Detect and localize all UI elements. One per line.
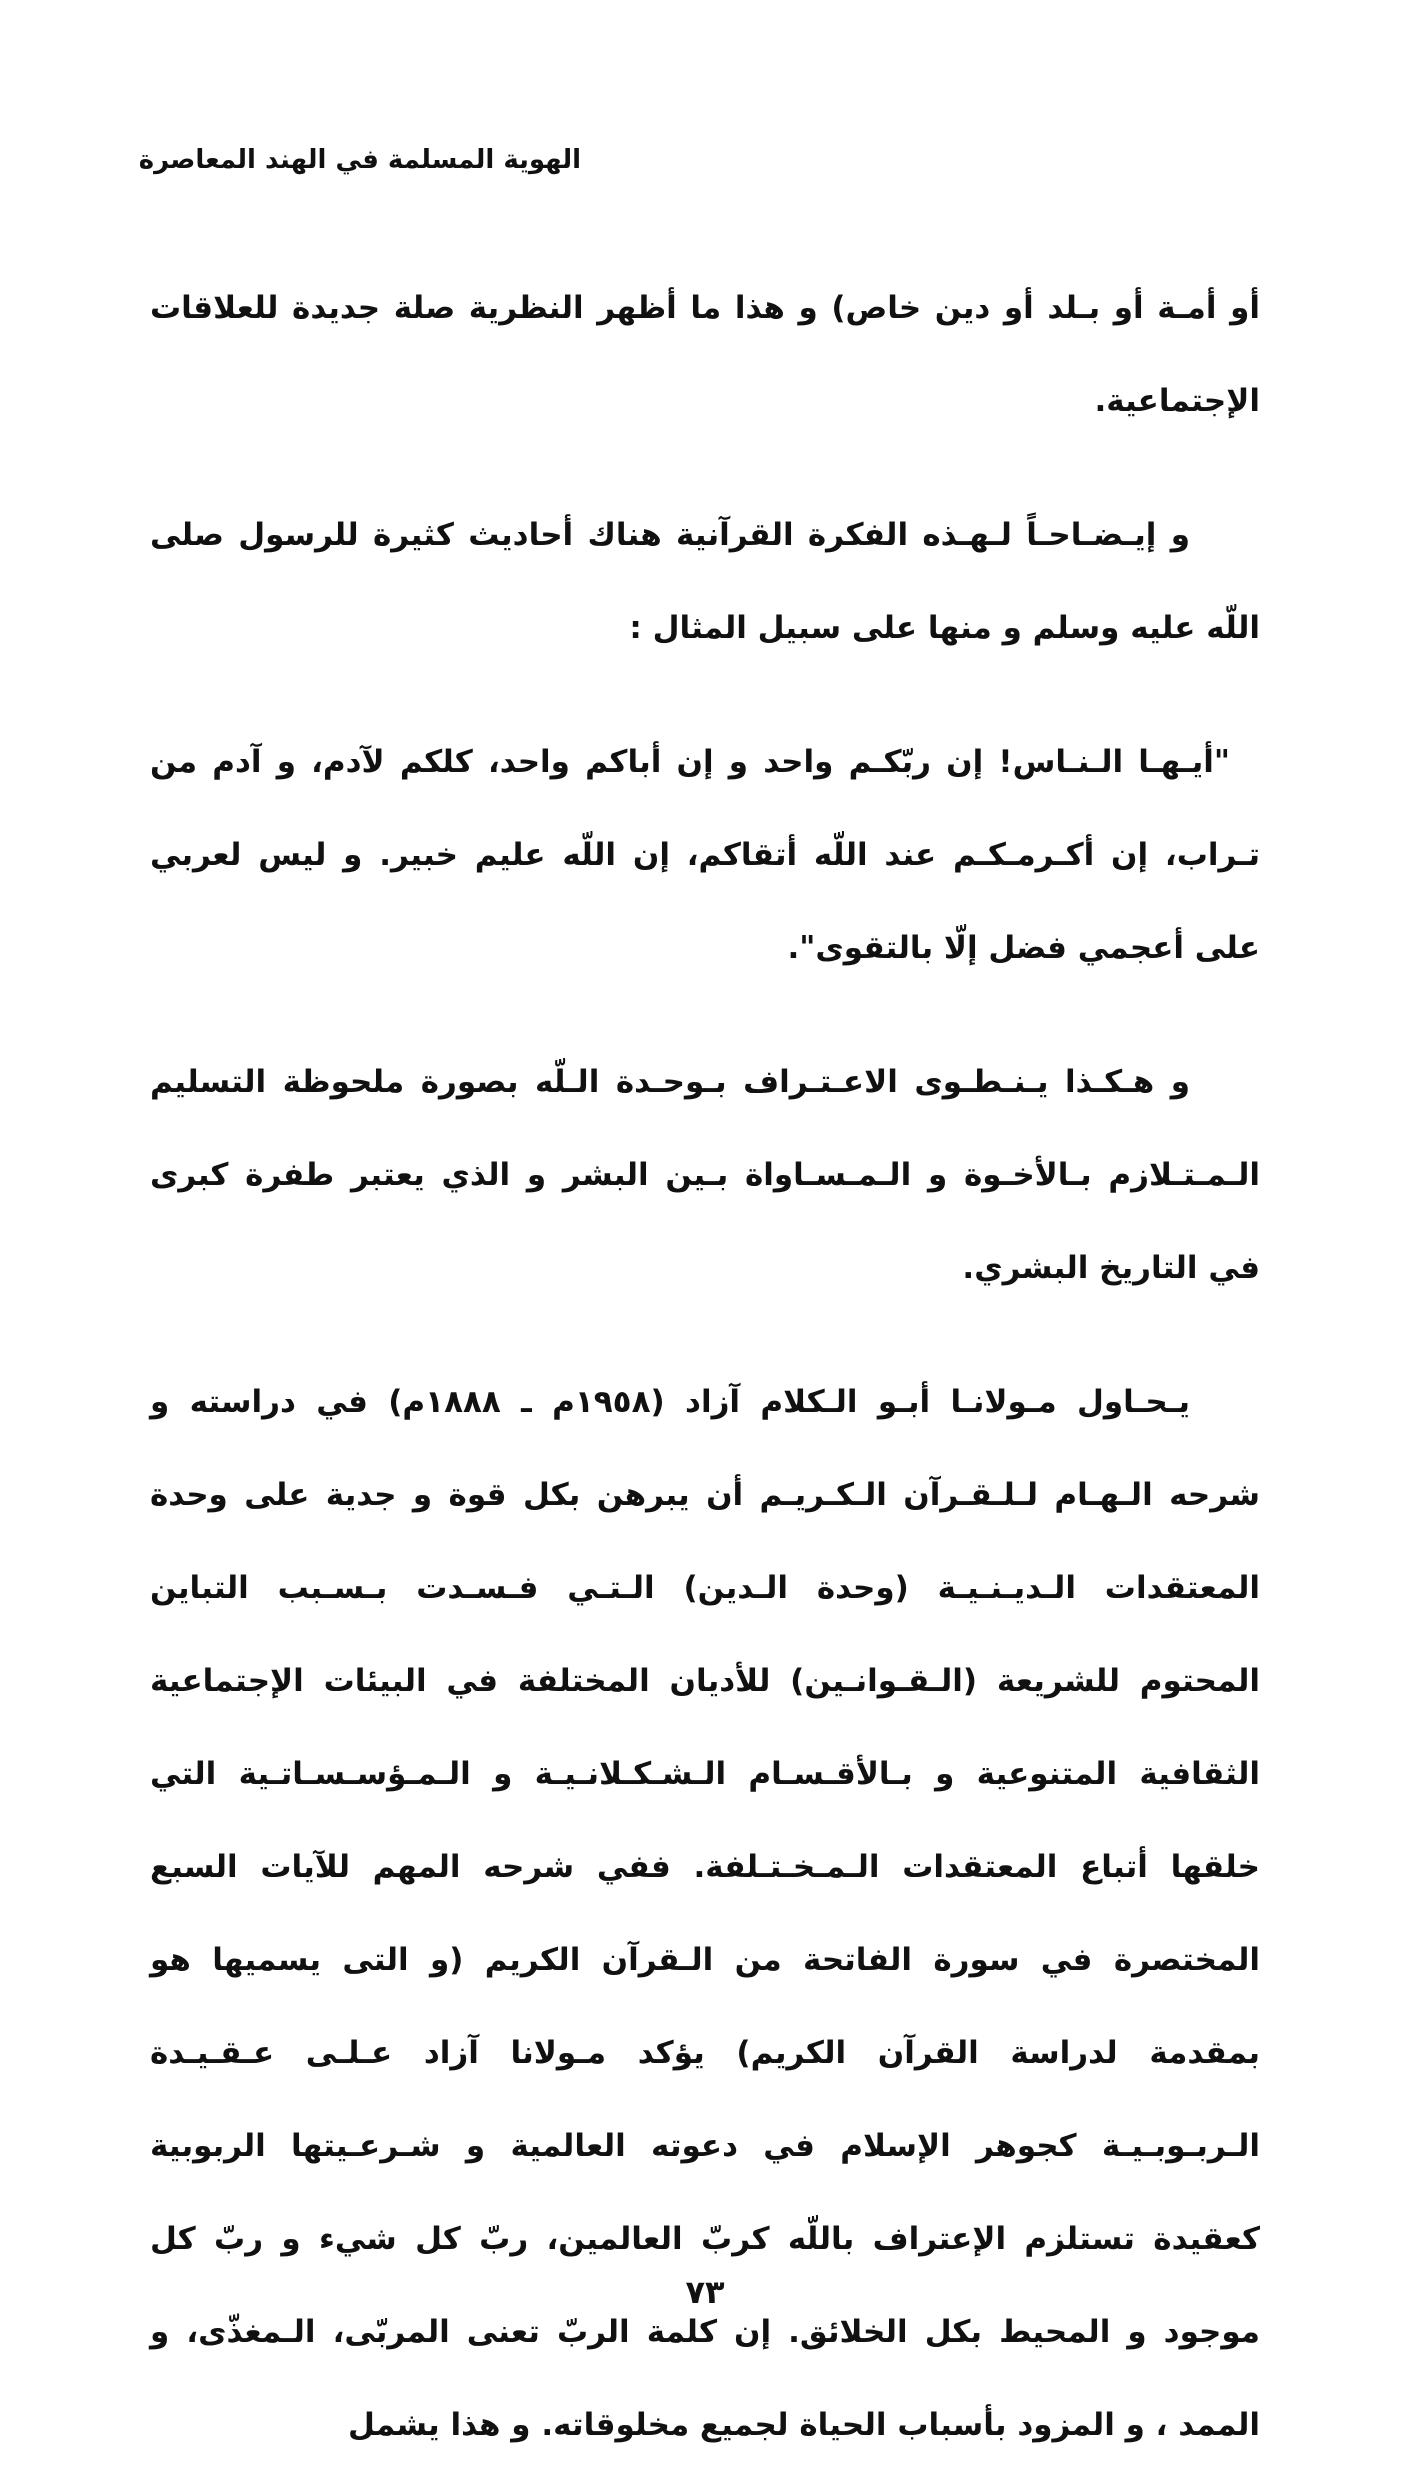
paragraph: أو أمـة أو بـلد أو دين خاص) و هذا ما أظهر النظرية صلة جديدة للعلاقات الإجتماعية. — [150, 290, 1260, 419]
body-text — [150, 262, 1260, 2472]
paragraph: و هـكـذا يـنـطـوى الاعـتـراف بـوحـدة الـلّه بصورة ملحوظة التسليم الـمـتـلازم بـالأخـوة و الـمـسـاواة بـين البشر و الذي يعتبر طفرة كبرى في التاريخ البشري. — [150, 1064, 1260, 1286]
running-header: الهوية المسلمة في الهند المعاصرة — [138, 145, 581, 175]
hadith-quote: "أيـهـا الـنـاس! إن ربّكـم واحد و إن أباكم واحد، كلكم لآدم، و آدم من تـراب، إن أكـرمـكـم عند اللّه أتقاكم، إن اللّه عليم خبير. و ليس لعربي على أعجمي فضل إلّا بالتقوى". — [150, 744, 1260, 966]
page-number: ٧٣ — [685, 2273, 725, 2311]
paragraph: يـحـاول مـولانـا أبـو الـكلام آزاد (١٩٥٨م ـ ١٨٨٨م) في دراسته و شرحه الـهـام لـلـقـرآن الـكـريـم أن يبرهن بكل قوة و جدية على وحدة المعتقدات الـديـنـيـة (وحدة الـدين) الـتـي فـسـدت بـسـبب التباين المحتوم للشريعة (الـقـوانـين) للأديان المختلفة في البيئات الإجتماعية الثقافية المتنوعية و بـالأقـسـام الـشـكـلانـيـة و الـمـؤسـسـاتـية التي خلقها أتباع المعتقدات الـمـخـتـلفة. ففي شرحه المهم للآيات السبع المختصرة في سورة الفاتحة من الـقرآن الكريم (و التى يسميها هو بمقدمة لدراسة القرآن الكريم) يؤكد مـولانا آزاد عـلـى عـقـيـدة الـربـوبـيـة كجوهر الإسلام في دعوته العالمية و شـرعـيتها الربوبية كعقيدة تستلزم الإعتراف باللّه كربّ العالمين، ربّ كل شيء و ربّ كل موجود و المحيط بكل الخلائق. إن كلمة الربّ تعنى المربّى، الـمغذّى، و الممد ، و المزود بأسباب الحياة لجميع مخلوقاته. و هذا يشمل — [150, 1384, 1260, 2443]
paragraph: و إيـضـاحـاً لـهـذه الفكرة القرآنية هناك أحاديث كثيرة للرسول صلى اللّه عليه وسلم و منها على سبيل المثال : — [150, 517, 1260, 646]
